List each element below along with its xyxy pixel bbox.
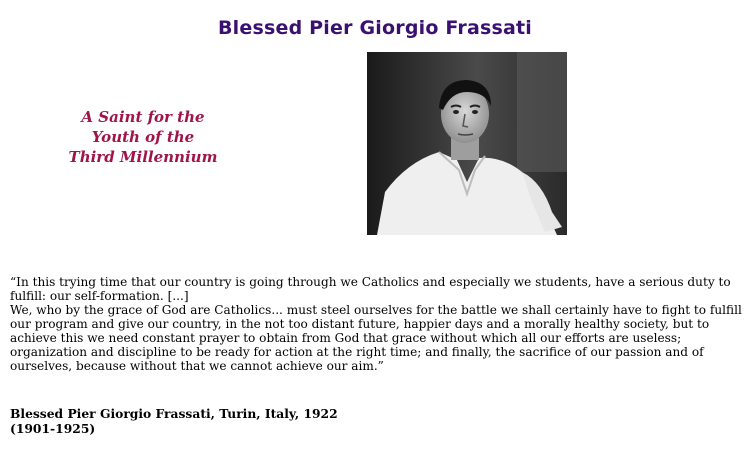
quote-paragraph-2: We, who by the grace of God are Catholics... must steel ourselves for the battle we shall certainly have to fight to fulfill our program and give our country, in the not too distant future, happier days and a morally healthy society, but to achieve this we need constant prayer to obtain from God that grace without which all our efforts are useless; organization and discipline to be ready for action at the right time; and finally, the sacrifice of our passion and of ourselves, because without that we cannot achieve our aim.” (10, 303, 742, 373)
tagline-line-2: Youth of the (91, 128, 195, 146)
portrait-photo (367, 52, 567, 235)
attribution-dates: (1901-1925) (10, 421, 96, 436)
quote-paragraph-1: “In this trying time that our country is going through we Catholics and especially we students, have a serious duty to fulfill: our self-formation. [...] (10, 275, 731, 303)
tagline-line-3: Third Millennium (68, 148, 218, 166)
tagline (38, 107, 248, 167)
quote-block (10, 275, 745, 373)
attribution-name: Blessed Pier Giorgio Frassati, Turin, Italy, 1922 (10, 406, 338, 421)
attribution (10, 406, 610, 436)
tagline-line-1: A Saint for the (81, 108, 205, 126)
page-title: Blessed Pier Giorgio Frassati (217, 17, 532, 39)
